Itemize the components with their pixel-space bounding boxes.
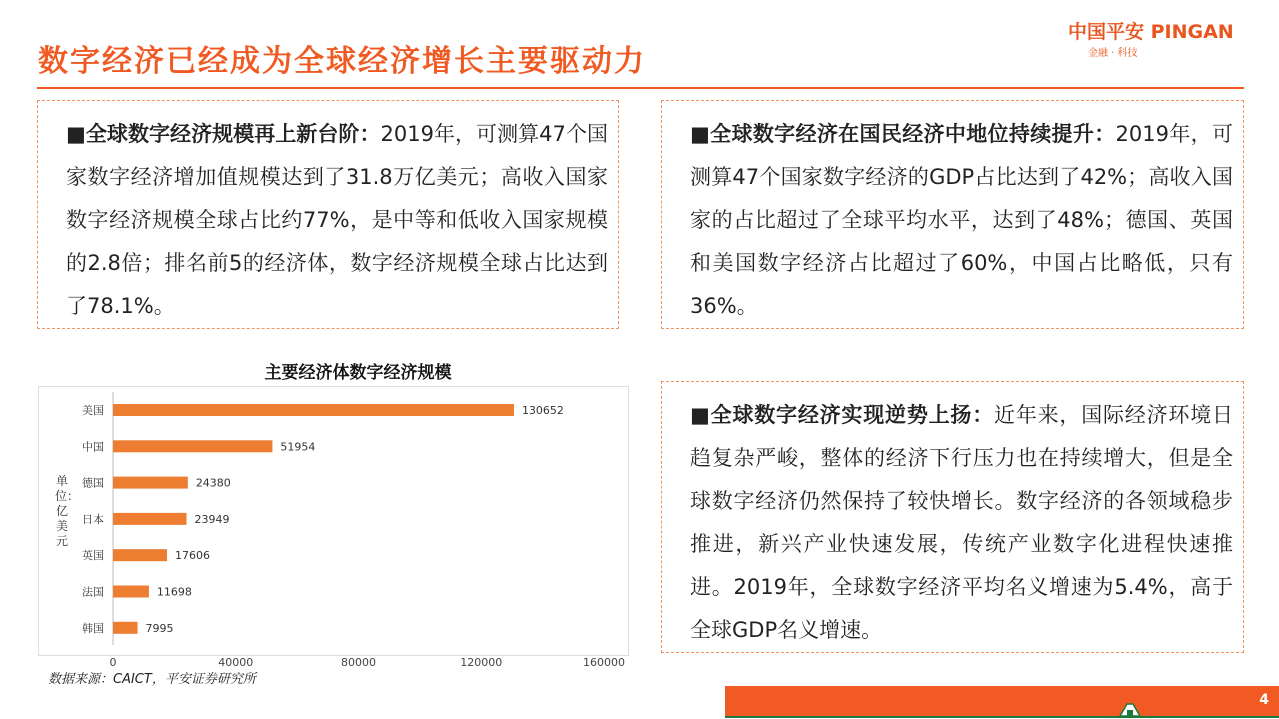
data-label: 24380 <box>195 476 231 490</box>
x-tick-label: 120000 <box>460 656 503 669</box>
data-source: 数据来源：CAICT，平安证券研究所 <box>48 672 256 687</box>
bar <box>113 404 514 416</box>
box-lead: ■全球数字经济规模再上新台阶： <box>66 122 381 146</box>
pingan-house-icon <box>1118 702 1142 716</box>
bar <box>113 586 149 598</box>
box-body: 2019年，可测算47个国家数字经济的GDP占比达到了42%；高收入国家的占比超过了全球平均水平，达到了48%；德国、英国和美国数字经济占比超过了60%，中国占比略低，只有36%。 <box>690 122 1233 318</box>
bar <box>113 477 188 489</box>
data-label: 130652 <box>521 404 564 417</box>
box-lead: ■全球数字经济在国民经济中地位持续提升： <box>690 122 1116 146</box>
data-label: 7995 <box>145 621 174 635</box>
category-label: 日本 <box>82 512 104 526</box>
bar <box>113 513 186 525</box>
category-label: 英国 <box>82 549 104 563</box>
box-body: 2019年，可测算47个国家数字经济增加值规模达到了31.8万亿美元；高收入国家数字经济规模全球占比约77%，是中等和低收入国家规模的2.8倍；排名前5的经济体，数字经济规模全球占比达到了78.1%。 <box>66 122 608 318</box>
x-tick-label: 40000 <box>218 656 254 669</box>
y-axis-label: 单位：亿美元 <box>55 474 80 548</box>
bar <box>113 440 272 452</box>
bar <box>113 549 167 561</box>
data-label: 23949 <box>194 512 230 526</box>
category-label: 中国 <box>82 440 104 454</box>
x-tick-label: 160000 <box>583 656 625 669</box>
category-label: 法国 <box>82 585 104 599</box>
category-label: 美国 <box>82 404 104 417</box>
pingan-logo: 中国平安 PINGAN <box>1068 21 1234 43</box>
chart-title: 主要经济体数字经济规模 <box>264 363 452 383</box>
x-tick-label: 0 <box>109 656 117 669</box>
box-body: 近年来，国际经济环境日趋复杂严峻，整体的经济下行压力也在持续增大，但是全球数字经济仍然保持了较快增长。数字经济的各领域稳步推进，新兴产业快速发展，传统产业数字化进程快速推进。2019年，全球数字经济平均名义增速为5.4%，高于全球GDP名义增速。 <box>690 403 1233 642</box>
page-title: 数字经济已经成为全球经济增长主要驱动力 <box>38 44 646 79</box>
page-number: 4 <box>1259 692 1269 708</box>
x-tick-label: 80000 <box>341 656 376 669</box>
bar <box>113 622 138 634</box>
footer-bar <box>725 686 1279 718</box>
category-label: 韩国 <box>82 621 104 635</box>
category-label: 德国 <box>82 476 104 490</box>
box-lead: ■全球数字经济实现逆势上扬： <box>690 403 995 427</box>
data-label: 17606 <box>175 549 211 563</box>
data-label: 11698 <box>156 585 192 599</box>
data-label: 51954 <box>280 440 316 454</box>
logo-tagline: 金融 · 科技 <box>1088 48 1138 59</box>
